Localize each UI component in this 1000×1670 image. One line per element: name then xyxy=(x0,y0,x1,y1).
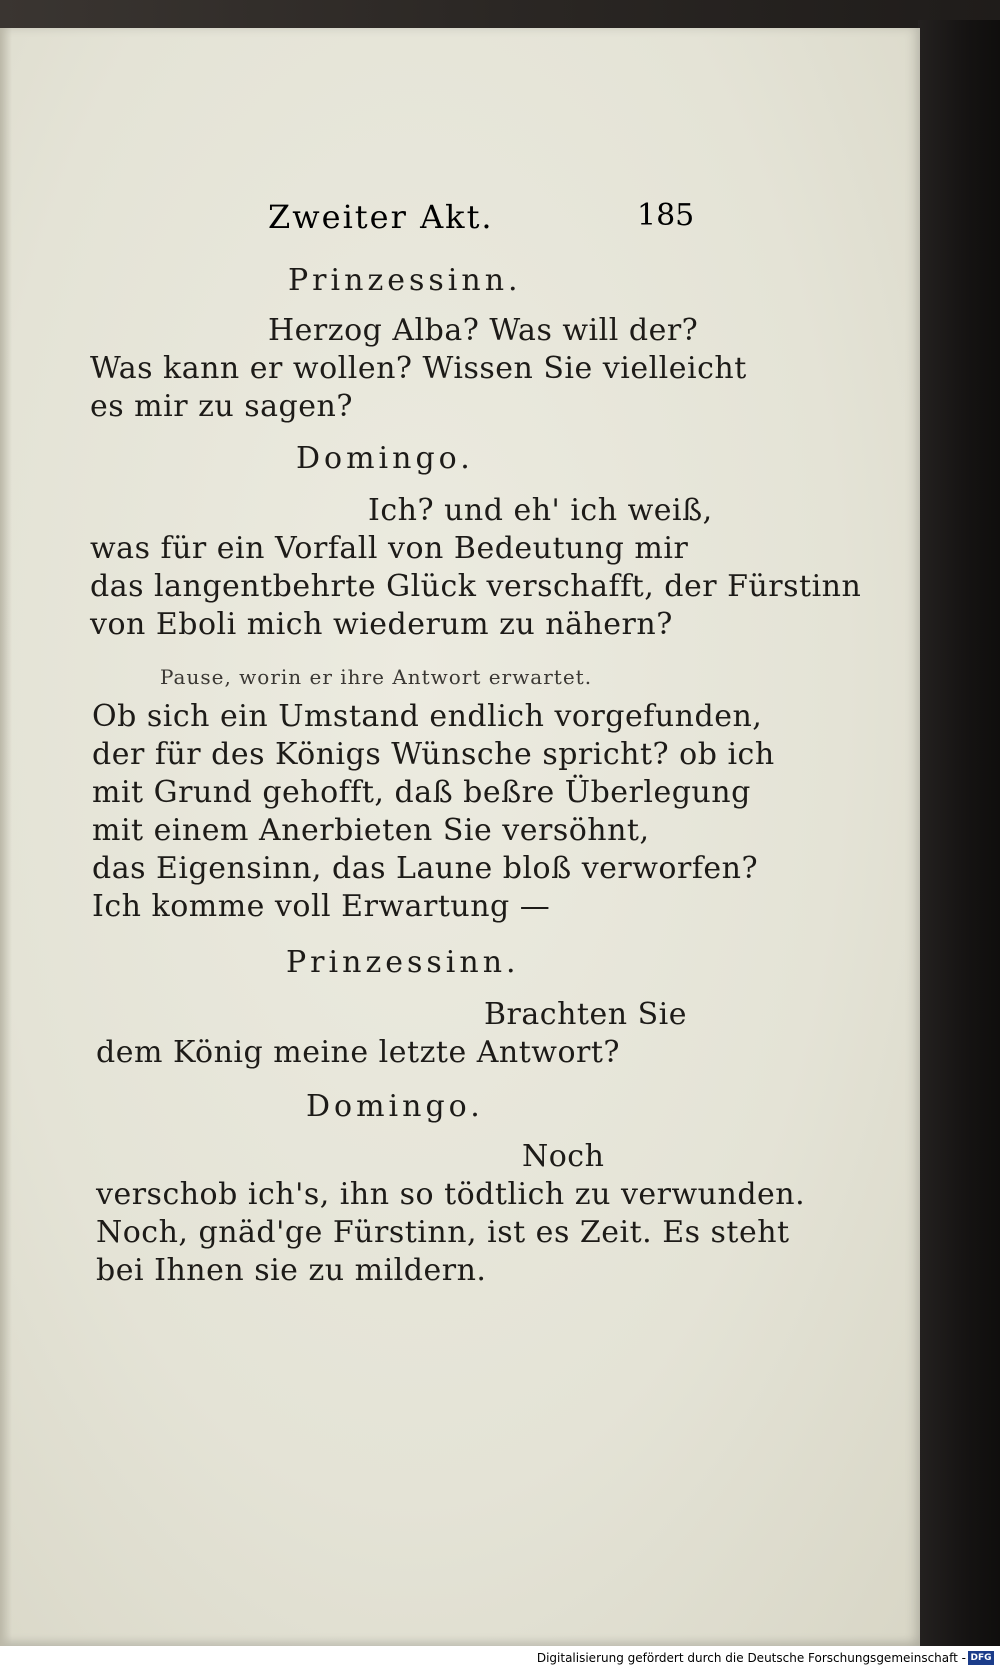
text-line: der für des Königs Wünsche spricht? ob ich xyxy=(92,737,775,772)
page-number: 185 xyxy=(637,198,695,233)
stage-direction: Pause, worin er ihre Antwort erwartet. xyxy=(160,665,593,689)
book-edge xyxy=(918,20,1000,1650)
text-line: von Eboli mich wiederum zu nähern? xyxy=(90,607,673,642)
text-line: Noch, gnäd'ge Fürstinn, ist es Zeit. Es steht xyxy=(96,1215,790,1250)
speaker-name: Prinzessinn. xyxy=(288,263,522,298)
text-line: Brachten Sie xyxy=(484,997,687,1032)
speaker-name: Prinzessinn. xyxy=(286,945,520,980)
text-line: Noch xyxy=(522,1139,605,1174)
speaker-name: Domingo. xyxy=(296,441,474,476)
text-line: Herzog Alba? Was will der? xyxy=(268,313,699,348)
page-gutter-shadow xyxy=(0,28,12,1646)
text-line: bei Ihnen sie zu mildern. xyxy=(96,1253,487,1288)
text-line: Ich? und eh' ich weiß, xyxy=(368,493,713,528)
text-line: das Eigensinn, das Laune bloß verworfen? xyxy=(92,851,759,886)
dfg-logo: DFG xyxy=(968,1651,994,1665)
text-line: mit einem Anerbieten Sie versöhnt, xyxy=(92,813,650,848)
text-line: verschob ich's, ihn so tödtlich zu verwunden. xyxy=(96,1177,806,1212)
text-line: das langentbehrte Glück verschafft, der Fürstinn xyxy=(90,569,862,604)
text-line: dem König meine letzte Antwort? xyxy=(96,1035,620,1070)
running-head: Zweiter Akt. xyxy=(268,198,494,236)
text-line: Ich komme voll Erwartung — xyxy=(92,889,551,924)
text-line: es mir zu sagen? xyxy=(90,389,353,424)
speaker-name: Domingo. xyxy=(306,1089,484,1124)
text-line: mit Grund gehofft, daß beßre Überlegung xyxy=(92,775,751,810)
text-line: was für ein Vorfall von Bedeutung mir xyxy=(90,531,689,566)
digitization-credit: Digitalisierung gefördert durch die Deutsche Forschungsgemeinschaft - xyxy=(0,1646,1000,1670)
text-line: Ob sich ein Umstand endlich vorgefunden, xyxy=(92,699,763,734)
text-line: Was kann er wollen? Wissen Sie vielleicht xyxy=(90,351,747,386)
